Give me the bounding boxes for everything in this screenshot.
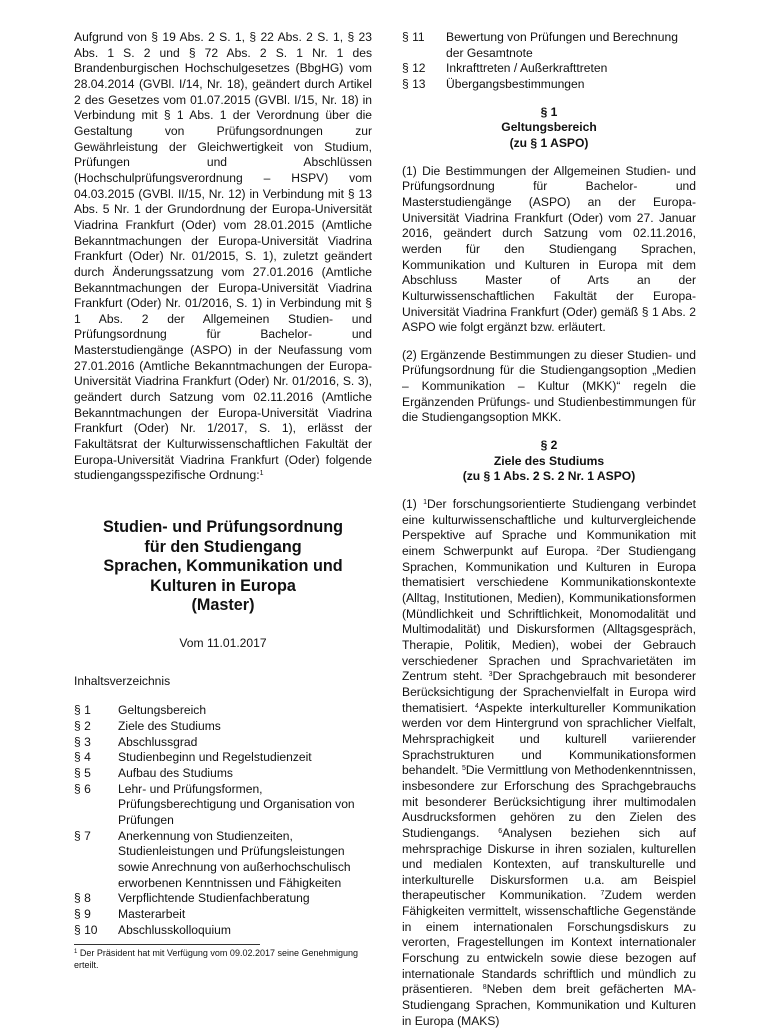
toc-item xyxy=(74,719,372,735)
toc-number: § 2 xyxy=(74,718,91,733)
section-title: Geltungsbereich xyxy=(501,120,597,135)
sentence-number: 8 xyxy=(482,984,487,992)
sentence-number: 6 xyxy=(498,827,503,835)
sentence: Der Studiengang Sprachen, Kommunikation und Kulturen in Europa thematisiert verschiedene Kommunikationskontexte (Alltag, Institutionen, Medien), Kommunikationsformen (Mündlichkeit und Schriftlichkeit, Monomodalität und Multimodalität) und Diskursformen (Alltagsgespräch, Therapie, Politik, Medien), wobei der Gebrauch verschiedener Sprachen und Sprachvarietäten im Zentrum steht. xyxy=(402,544,696,684)
toc-item xyxy=(74,923,372,939)
toc-number: § 10 xyxy=(74,922,98,937)
toc-label: Studienbeginn und Regelstudienzeit xyxy=(118,750,312,765)
section-2-paragraph-1 xyxy=(402,497,696,1029)
preamble xyxy=(74,30,372,484)
toc-number: § 11 xyxy=(402,30,425,44)
left-column xyxy=(74,30,372,938)
toc-number: § 6 xyxy=(74,781,91,796)
toc-label: Aufbau des Studiums xyxy=(118,765,233,780)
section-number: § 1 xyxy=(540,104,558,119)
section-1-heading xyxy=(402,105,696,152)
toc-item xyxy=(402,61,696,77)
sentence-number: 4 xyxy=(474,702,479,710)
sentence-number: 1 xyxy=(423,499,427,507)
toc-item xyxy=(402,77,696,93)
toc-label: Ziele des Studiums xyxy=(118,718,221,733)
paragraph-number: (1) xyxy=(402,497,417,512)
section-1-paragraph-2: (2) Ergänzende Bestimmungen zu dieser Studien- und Prüfungsordnung für die Studiengangsoption „Medien – Kommunikation – Kultur (MKK)“ regeln die Ergänzenden Prüfungs- und Studienbestimmungen für die Studiengangsoption MKK. xyxy=(402,347,696,425)
toc-item xyxy=(74,766,372,782)
title-line: (Master) xyxy=(191,596,255,615)
sentence-number: 5 xyxy=(461,765,466,773)
right-column xyxy=(402,30,696,1029)
toc-number: § 13 xyxy=(402,76,426,91)
sentence: Der Sprachgebrauch mit besonderer Berücksichtigung der Sprachenvielfalt in Europa wird thematisiert. xyxy=(402,669,696,715)
sentence: Aspekte interkultureller Kommunikation werden vor dem Hintergrund von sprachlicher Vielfalt, Mehrsprachigkeit und kulturell variierender Sprachstrukturen und Kommunikationsformen behandelt. xyxy=(402,700,696,778)
toc-number: § 9 xyxy=(74,906,91,921)
sentence: Zudem werden Fähigkeiten vermittelt, wissenschaftliche Gegenstände in einem internationalen Forschungsdiskurs zu verorten, Fragestellungen im Kontext internationaler Forschung zu entwickeln sowie diese bezogen auf internationale Standards schriftlich und mündlich zu präsentieren. xyxy=(402,888,696,997)
toc-item xyxy=(74,907,372,923)
sentence: Der forschungsorientierte Studiengang verbindet eine kulturwissenschaftliche und kulturvergleichende Perspektive auf Sprache und Kommunikation mit einem Schwerpunkt auf Europa. xyxy=(402,497,696,559)
toc-number: § 3 xyxy=(74,734,91,749)
toc-item xyxy=(74,891,372,907)
toc-number: § 8 xyxy=(74,891,91,906)
toc-label: Übergangsbestimmungen xyxy=(446,76,585,91)
footnote-divider xyxy=(74,944,260,945)
toc-label: Verpflichtende Studienfachberatung xyxy=(118,891,310,906)
toc-label: Abschlusskolloquium xyxy=(118,922,231,937)
toc-label: Lehr- und Prüfungsformen, Prüfungsberechtigung und Organisation von Prüfungen xyxy=(118,781,355,827)
table-of-contents xyxy=(74,703,372,938)
section-number: § 2 xyxy=(540,438,558,453)
toc-number: § 1 xyxy=(74,703,91,718)
sentence: Analysen beziehen sich auf mehrsprachige Diskurse in ihren sozialen, kulturellen und medialen Kontexten, auf transkulturelle und interkulturelle Diskursformen u.a. am Beispiel therapeutischer Kommunikation. xyxy=(402,825,696,903)
toc-item xyxy=(74,703,372,719)
toc-number: § 12 xyxy=(402,61,426,76)
section-2-heading xyxy=(402,438,696,485)
toc-item xyxy=(74,735,372,751)
toc-label: Abschlussgrad xyxy=(118,734,198,749)
title-line: Studien- und Prüfungsordnung xyxy=(102,518,344,537)
toc-item xyxy=(74,782,372,829)
toc-label: Anerkennung von Studienzeiten, Studienleistungen und Prüfungsleistungen sowie Anrechnung von außerhochschulisch erworbenen Kenntnissen und Fähigkeiten xyxy=(118,828,351,890)
sentence: Neben dem breit gefächerten MA-Studiengang Sprachen, Kommunikation und Kulturen in Europa (MAKS) xyxy=(402,982,696,1028)
toc-item xyxy=(74,750,372,766)
toc-label: Bewertung von Prüfungen und Berechnung der Gesamtnote xyxy=(446,30,678,60)
toc-item xyxy=(402,30,696,61)
footnote xyxy=(74,947,374,971)
title-line: Sprachen, Kommunikation und xyxy=(103,557,343,576)
toc-label: Inkrafttreten / Außerkrafttreten xyxy=(446,61,608,76)
section-reference: (zu § 1 Abs. 2 S. 2 Nr. 1 ASPO) xyxy=(462,469,636,484)
title-line: für den Studiengang xyxy=(144,537,302,556)
sentence-number: 3 xyxy=(488,671,493,679)
preamble-text: Aufgrund von § 19 Abs. 2 S. 1, § 22 Abs. 2 S. 1, § 23 Abs. 1 S. 2 und § 72 Abs. 2 S. 1 Nr. 1 des Brandenburgischen Hochschulgesetzes (BbgHG) vom 28.04.2014 (GVBl. I/14, Nr. 18), geändert durch Artikel 2 des Gesetzes vom 01.07.2015 (GVBl. I/15, Nr. 18) in Verbindung mit § 1 Abs. 1 der Verordnung über die Gestaltung von Prüfungsordnungen zur Gewährleistung der Gleichwertigkeit von Studium, Prüfungen und Abschlüssen (Hochschulprüfungsverordnung – HSPV) vom 04.03.2015 (GVBl. II/15, Nr. 12) in Verbindung mit § 13 Abs. 5 Nr. 1 der Grundordnung der Europa-Universität Viadrina Frankfurt (Oder) vom 28.01.2015 (Amtliche Bekanntmachungen der Europa-Universität Viadrina Frankfurt (Oder) Nr. 01/2015, S. 1), zuletzt geändert durch Änderungssatzung vom 27.01.2016 (Amtliche Bekanntmachungen der Europa-Universität Viadrina Frankfurt (Oder) Nr. 01/2016, S. 1) in Verbindung mit § 1 Abs. 2 der Allgemeinen Studien- und Prüfungsordnung für Bachelor- und Masterstudiengänge (ASPO) in der Neufassung vom 27.01.2016 (Amtliche Bekanntmachungen der Europa-Universität Viadrina Frankfurt (Oder) Nr. 01/2016, S. 3), geändert durch Satzung vom 02.11.2016 (Amtliche Bekanntmachungen der Europa-Universität Viadrina Frankfurt (Oder) Nr. 1/2017, S. 1), erlässt der Fakultätsrat der Kulturwissenschaftlichen Fakultät der Europa-Universität Viadrina Frankfurt (Oder) folgende studiengangsspezifische Ordnung: xyxy=(74,30,372,483)
title-line: Kulturen in Europa xyxy=(150,576,296,595)
document-title xyxy=(74,518,372,616)
footnote-marker: 1 xyxy=(259,470,264,478)
sentence-number: 7 xyxy=(600,890,605,898)
section-1-paragraph-1: (1) Die Bestimmungen der Allgemeinen Studien- und Prüfungsordnung für Bachelor- und Masterstudiengänge (ASPO) an der Europa-Universität Viadrina Frankfurt (Oder) vom 27. Januar 2016, geändert durch Satzung vom 02.11.2016, werden für den Studiengang Sprachen, Kommunikation und Kulturen in Europa mit dem Abschluss Master of Arts an der Kulturwissenschaftlichen Fakultät der Europa-Universität Viadrina Frankfurt (Oder) gemäß § 1 Abs. 2 ASPO wie folgt ergänzt bzw. erläutert. xyxy=(402,163,696,335)
toc-heading: Inhaltsverzeichnis xyxy=(74,673,171,688)
toc-number: § 7 xyxy=(74,828,91,843)
toc-label: Masterarbeit xyxy=(118,906,186,921)
sentence-number: 2 xyxy=(596,546,601,554)
document-date: Vom 11.01.2017 xyxy=(179,636,267,650)
toc-item xyxy=(74,829,372,892)
toc-number: § 5 xyxy=(74,765,91,780)
toc-label: Geltungsbereich xyxy=(118,703,207,718)
footnote-mark: 1 xyxy=(74,949,78,955)
section-title: Ziele des Studiums xyxy=(493,453,605,468)
sentence: Die Vermittlung von Methodenkenntnissen, insbesondere zur Erforschung des Sprachgebrauchs mit besonderer Berücksichtigung ihrer multimodalen Ausdrucksformen gehören zu den Zielen des Studiengangs. xyxy=(402,763,696,840)
toc-number: § 4 xyxy=(74,750,91,765)
footnote-text: Der Präsident hat mit Verfügung vom 09.02.2017 seine Genehmigung erteilt. xyxy=(74,948,359,970)
section-reference: (zu § 1 ASPO) xyxy=(509,135,589,150)
table-of-contents-continued xyxy=(402,30,696,93)
